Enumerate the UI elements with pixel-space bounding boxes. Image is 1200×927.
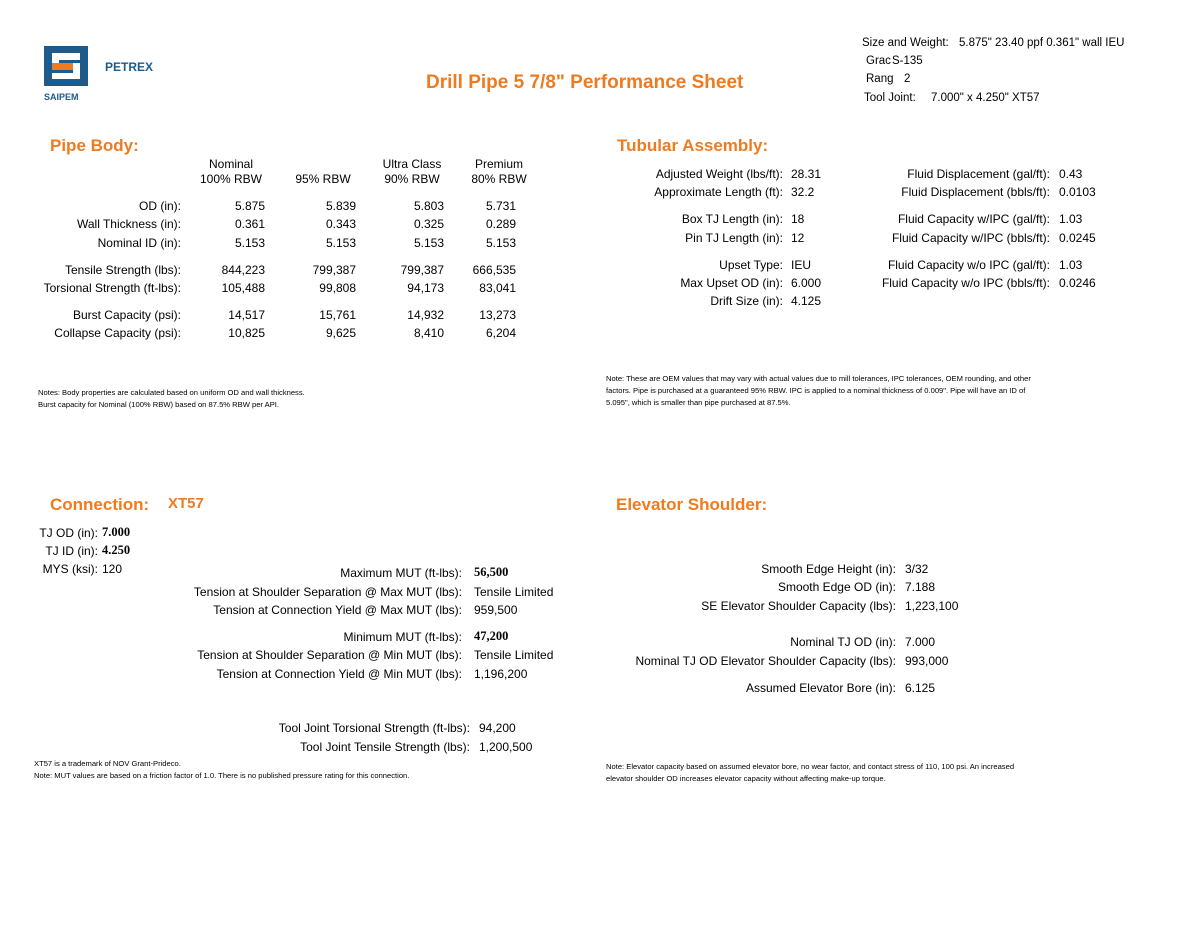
tj-label: TJ ID (in): bbox=[45, 544, 98, 558]
pipe-row-value: 83,041 bbox=[479, 281, 516, 295]
header-spec-label: Grac bbox=[866, 55, 891, 67]
pipe-col-header-line2: 100% RBW bbox=[199, 172, 263, 186]
tubular-value: 0.0103 bbox=[1059, 185, 1096, 199]
tubular-value: 18 bbox=[791, 212, 805, 226]
tj-strength-label: Tool Joint Tensile Strength (lbs): bbox=[300, 740, 470, 754]
tj-label: MYS (ksi): bbox=[42, 562, 98, 576]
tubular-label: Drift Size (in): bbox=[710, 294, 783, 308]
pipe-row-value: 844,223 bbox=[221, 263, 265, 277]
tubular-note: 5.095", which is smaller than pipe purchased at 87.5%. bbox=[606, 398, 791, 407]
tubular-label: Fluid Capacity w/o IPC (bbls/ft): bbox=[881, 276, 1050, 290]
elevator-label: Assumed Elevator Bore (in): bbox=[745, 681, 896, 695]
elevator-note: Note: Elevator capacity based on assumed elevator bore, no wear factor, and contact stress of 110, 100 psi. An increased bbox=[606, 762, 1015, 771]
header-spec-value: 5.875" 23.40 ppf 0.361" wall IEU bbox=[959, 37, 1125, 49]
elevator-label: Nominal TJ OD Elevator Shoulder Capacity (lbs): bbox=[635, 654, 896, 668]
connection-type: XT57 bbox=[168, 495, 204, 512]
pipe-row-label: Burst Capacity (psi): bbox=[72, 308, 181, 322]
saipem-logo-icon bbox=[44, 46, 92, 90]
pipe-row-value: 799,387 bbox=[312, 263, 356, 277]
pipe-row-value: 14,932 bbox=[407, 308, 444, 322]
tubular-label: Upset Type: bbox=[719, 258, 783, 272]
elevator-label: Smooth Edge Height (in): bbox=[761, 562, 896, 576]
pipe-col-header-line2: 90% RBW bbox=[384, 172, 440, 186]
mut-label: Tension at Connection Yield @ Min MUT (lbs): bbox=[216, 667, 462, 681]
mut-value: Tensile Limited bbox=[474, 648, 554, 662]
tubular-label: Fluid Displacement (gal/ft): bbox=[907, 167, 1050, 181]
pipe-row-value: 9,625 bbox=[325, 326, 356, 340]
tubular-value: 0.0245 bbox=[1059, 231, 1096, 245]
pipe-row-value: 5.803 bbox=[413, 199, 444, 213]
tubular-label: Fluid Displacement (bbls/ft): bbox=[901, 185, 1050, 199]
pipe-row-value: 5.153 bbox=[234, 236, 265, 250]
tubular-label: Adjusted Weight (lbs/ft): bbox=[655, 167, 783, 181]
pipe-row-value: 5.875 bbox=[234, 199, 265, 213]
header-spec-label: Size and Weight: bbox=[862, 37, 949, 49]
elevator-value: 1,223,100 bbox=[905, 599, 959, 613]
mut-label: Tension at Connection Yield @ Max MUT (lbs): bbox=[213, 603, 462, 617]
tubular-value: 0.0246 bbox=[1059, 276, 1096, 290]
tubular-label: Pin TJ Length (in): bbox=[685, 231, 783, 245]
pipe-row-value: 5.153 bbox=[485, 236, 516, 250]
pipe-body-note: Burst capacity for Nominal (100% RBW) based on 87.5% RBW per API. bbox=[38, 400, 279, 409]
tj-label: TJ OD (in): bbox=[39, 526, 98, 540]
pipe-row-value: 5.839 bbox=[325, 199, 356, 213]
pipe-col-header-line2: 80% RBW bbox=[471, 172, 527, 186]
pipe-row-label: Tensile Strength (lbs): bbox=[64, 263, 181, 277]
pipe-row-value: 799,387 bbox=[400, 263, 444, 277]
tubular-label: Approximate Length (ft): bbox=[654, 185, 783, 199]
elevator-label: SE Elevator Shoulder Capacity (lbs): bbox=[701, 599, 896, 613]
tubular-label: Max Upset OD (in): bbox=[680, 276, 783, 290]
pipe-col-header-line1: Nominal bbox=[208, 157, 253, 171]
mut-label: Tension at Shoulder Separation @ Min MUT (lbs): bbox=[197, 648, 462, 662]
mut-label: Tension at Shoulder Separation @ Max MUT (lbs): bbox=[193, 585, 462, 599]
tubular-value: 1.03 bbox=[1059, 212, 1083, 226]
mut-value: 47,200 bbox=[474, 629, 509, 643]
pipe-row-value: 0.325 bbox=[413, 217, 444, 231]
tj-strength-label: Tool Joint Torsional Strength (ft-lbs): bbox=[278, 721, 470, 735]
tubular-label: Fluid Capacity w/IPC (bbls/ft): bbox=[891, 231, 1050, 245]
header-spec-value: 2 bbox=[904, 73, 911, 85]
logo-parent-name: SAIPEM bbox=[44, 92, 79, 102]
tj-strength-value: 94,200 bbox=[479, 721, 516, 735]
pipe-row-value: 15,761 bbox=[319, 308, 356, 322]
pipe-row-value: 5.731 bbox=[485, 199, 516, 213]
elevator-value: 993,000 bbox=[905, 654, 949, 668]
pipe-row-label: OD (in): bbox=[139, 199, 181, 213]
tubular-value: 0.43 bbox=[1059, 167, 1083, 181]
pipe-row-value: 666,535 bbox=[472, 263, 516, 277]
mut-value: 56,500 bbox=[474, 565, 509, 579]
tubular-value: 6.000 bbox=[791, 276, 822, 290]
tubular-value: 1.03 bbox=[1059, 258, 1083, 272]
pipe-row-value: 14,517 bbox=[228, 308, 265, 322]
tubular-note: factors. Pipe is purchased at a guaranteed 95% RBW. IPC is applied to a nominal thickness of 0.009". Pipe will have an ID of bbox=[606, 386, 1026, 395]
page-title: Drill Pipe 5 7/8" Performance Sheet bbox=[426, 72, 744, 93]
header-spec-label: Rang bbox=[866, 73, 894, 85]
tubular-label: Box TJ Length (in): bbox=[681, 212, 783, 226]
tubular-value: 12 bbox=[791, 231, 805, 245]
mut-label: Maximum MUT (ft-lbs): bbox=[340, 566, 462, 580]
mut-value: Tensile Limited bbox=[474, 585, 554, 599]
tj-strength-value: 1,200,500 bbox=[479, 740, 533, 754]
mut-value: 959,500 bbox=[474, 603, 518, 617]
pipe-row-value: 0.361 bbox=[234, 217, 265, 231]
connection-note: XT57 is a trademark of NOV Grant-Prideco. bbox=[34, 759, 181, 768]
pipe-row-value: 5.153 bbox=[325, 236, 356, 250]
tubular-label: Fluid Capacity w/o IPC (gal/ft): bbox=[887, 258, 1050, 272]
mut-value: 1,196,200 bbox=[474, 667, 528, 681]
connection-note: Note: MUT values are based on a friction factor of 1.0. There is no published pressure rating for this connection. bbox=[34, 771, 410, 780]
pipe-row-value: 8,410 bbox=[413, 326, 444, 340]
pipe-col-header-line1: Premium bbox=[474, 157, 523, 171]
tj-value: 4.250 bbox=[102, 543, 131, 557]
tubular-value: 4.125 bbox=[791, 294, 822, 308]
pipe-row-value: 0.343 bbox=[325, 217, 356, 231]
connection-heading: Connection: bbox=[50, 495, 150, 514]
pipe-row-value: 5.153 bbox=[413, 236, 444, 250]
pipe-row-label: Collapse Capacity (psi): bbox=[54, 326, 181, 340]
pipe-row-value: 99,808 bbox=[319, 281, 356, 295]
pipe-body-note: Notes: Body properties are calculated based on uniform OD and wall thickness. bbox=[38, 388, 305, 397]
tubular-note: Note: These are OEM values that may vary with actual values due to mill tolerances, IPC tolerances, OEM rounding, and other bbox=[606, 374, 1031, 383]
tj-value: 120 bbox=[102, 562, 123, 576]
elevator-value: 7.000 bbox=[905, 635, 936, 649]
elevator-label: Smooth Edge OD (in): bbox=[777, 580, 896, 594]
pipe-body-heading: Pipe Body: bbox=[50, 136, 139, 155]
pipe-row-value: 10,825 bbox=[228, 326, 265, 340]
pipe-row-label: Torsional Strength (ft-lbs): bbox=[43, 281, 181, 295]
tubular-value: 32.2 bbox=[791, 185, 815, 199]
elevator-value: 3/32 bbox=[905, 562, 929, 576]
pipe-row-value: 94,173 bbox=[407, 281, 444, 295]
pipe-col-header-line1: Ultra Class bbox=[382, 157, 442, 171]
company-logo bbox=[44, 46, 94, 94]
pipe-row-label: Nominal ID (in): bbox=[97, 236, 181, 250]
logo-company-name: PETREX bbox=[105, 60, 154, 74]
elevator-note: elevator shoulder OD increases elevator capacity without affecting make-up torque. bbox=[606, 774, 886, 783]
pipe-row-label: Wall Thickness (in): bbox=[76, 217, 181, 231]
pipe-row-value: 105,488 bbox=[221, 281, 265, 295]
tubular-value: 28.31 bbox=[791, 167, 822, 181]
tubular-value: IEU bbox=[791, 258, 812, 272]
elevator-value: 7.188 bbox=[905, 580, 936, 594]
tubular-label: Fluid Capacity w/IPC (gal/ft): bbox=[897, 212, 1050, 226]
pipe-row-value: 13,273 bbox=[479, 308, 516, 322]
elevator-value: 6.125 bbox=[905, 681, 936, 695]
pipe-row-value: 0.289 bbox=[485, 217, 516, 231]
tj-value: 7.000 bbox=[102, 525, 131, 539]
tubular-heading: Tubular Assembly: bbox=[617, 136, 769, 155]
elevator-heading: Elevator Shoulder: bbox=[616, 495, 768, 514]
mut-label: Minimum MUT (ft-lbs): bbox=[343, 630, 462, 644]
header-spec-label: Tool Joint: bbox=[864, 92, 916, 104]
elevator-label: Nominal TJ OD (in): bbox=[790, 635, 896, 649]
pipe-row-value: 6,204 bbox=[485, 326, 516, 340]
header-spec-value: S-135 bbox=[892, 55, 923, 67]
pipe-col-header-line2: 95% RBW bbox=[295, 172, 351, 186]
header-spec-value: 7.000" x 4.250" XT57 bbox=[931, 92, 1040, 104]
